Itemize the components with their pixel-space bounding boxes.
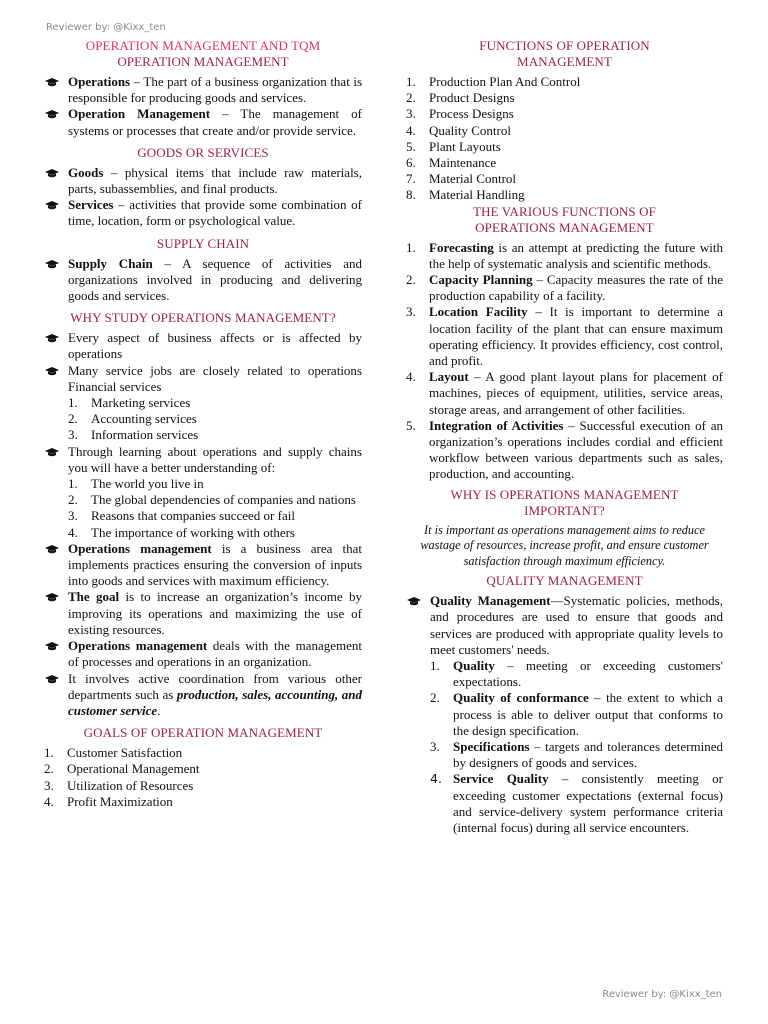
graduation-cap-icon bbox=[45, 334, 59, 343]
list-item: 5. Plant Layouts bbox=[406, 138, 501, 154]
term: Service Quality bbox=[453, 771, 549, 787]
emphasis: production, sales, accounting, and customer service bbox=[68, 686, 362, 718]
list-item: 3. Process Designs bbox=[406, 106, 514, 122]
list-item: 4. Quality Control bbox=[406, 122, 511, 138]
graduation-cap-icon bbox=[45, 642, 59, 651]
list-item: 1. Production Plan And Control bbox=[406, 74, 581, 89]
heading-various-functions: THE VARIOUS FUNCTIONS OF OPERATIONS MANAGEMENT bbox=[473, 203, 656, 235]
heading-goods-or-services: GOODS OR SERVICES bbox=[137, 144, 269, 160]
list-item: 1. Marketing services bbox=[68, 395, 191, 411]
list-item: 4. Layout – A good plant layout plans for placement of machines, pieces of equipment, utilities, service areas, storage areas, and arrangement of other facilities. bbox=[406, 369, 723, 417]
list-item: 3. Reasons that companies succeed or fail bbox=[68, 508, 295, 524]
list-item: 1. Forecasting is an attempt at predicting the future with the help of systematic analysis and scientific methods. bbox=[406, 239, 723, 271]
sub-list bbox=[430, 658, 723, 836]
heading-why-important: WHY IS OPERATIONS MANAGEMENT IMPORTANT? bbox=[450, 486, 679, 518]
list-item: 4. The importance of working with others bbox=[68, 524, 295, 540]
why-study-list bbox=[44, 330, 362, 719]
graduation-cap-icon bbox=[45, 593, 59, 602]
heading-functions: FUNCTIONS OF OPERATION MANAGEMENT bbox=[479, 38, 650, 69]
term: Capacity Planning bbox=[429, 272, 533, 288]
supply-chain-list bbox=[44, 256, 362, 305]
list-item: It involves active coordination from various other departments such as production, sales, accounting, and customer service. bbox=[44, 671, 362, 720]
list-item: 4. Service Quality – consistently meeting or exceeding customer expectations (external focus) and service-delivery system performance criteria (internal focus) during all service encounters. bbox=[430, 771, 723, 836]
watermark-top: Reviewer by: @Kixx_ten bbox=[46, 22, 166, 33]
heading-why-study: WHY STUDY OPERATIONS MANAGEMENT? bbox=[70, 310, 336, 326]
list-item: 4. Profit Maximization bbox=[44, 793, 173, 809]
graduation-cap-icon bbox=[407, 597, 421, 606]
graduation-cap-icon bbox=[45, 169, 59, 178]
term: Quality of conformance bbox=[453, 690, 589, 706]
term: Location Facility bbox=[429, 304, 528, 320]
list-item: Operation Management – The management of systems or processes that create and/or provide service. bbox=[44, 106, 362, 138]
term: Quality bbox=[453, 657, 495, 673]
term: Specifications bbox=[453, 739, 530, 754]
list-item: Goods – physical items that include raw materials, parts, subassemblies, and final products. bbox=[44, 165, 362, 197]
graduation-cap-icon bbox=[45, 110, 59, 119]
list-item: 6. Maintenance bbox=[406, 155, 497, 171]
heading-quality-management: QUALITY MANAGEMENT bbox=[486, 573, 643, 589]
list-item: 7. Material Control bbox=[406, 171, 517, 187]
graduation-cap-icon bbox=[45, 545, 59, 554]
term: Services bbox=[68, 197, 114, 213]
list-item: 2. Operational Management bbox=[44, 761, 200, 777]
importance-statement: It is important as operations management aims to reduce wastage of resources, increase profit, and ensure customer satisfaction through maximum efficiency. bbox=[420, 522, 709, 568]
list-item: 3. Utilization of Resources bbox=[44, 777, 194, 793]
functions-list bbox=[406, 74, 723, 204]
term: Integration of Activities bbox=[429, 417, 564, 433]
term: Forecasting bbox=[429, 239, 494, 255]
list-item: Through learning about operations and supply chains you will have a better understanding of: 1. The world you live in 2. The global dependencies of companies and nations 3. Reasons that companies succeed or fail 4. The importance of working with others bbox=[44, 444, 362, 541]
list-item: Supply Chain – A sequence of activities and organizations involved in producing and delivering goods and services. bbox=[44, 256, 362, 305]
term: The goal bbox=[68, 589, 120, 605]
watermark-bottom: Reviewer by: @Kixx_ten bbox=[602, 989, 722, 1000]
left-column bbox=[44, 38, 362, 810]
term: Goods bbox=[68, 164, 104, 180]
list-item: Services – activities that provide some combination of time, location, form or psychological value. bbox=[44, 197, 362, 229]
list-item: Quality Management—Systematic policies, methods, and procedures are used to ensure that goods and services are produced with appropriate quality levels to meet customers' needs. 1. Quality – meeting or exceeding customers' expectations. 2. Quality of conformance – the extent to which a process is able to deliver output that conforms to the design specification. 3. Specifications – targets and tolerances determined by designers of goods and services. 4. Service Quality – consistently meeting or exceeding customer expectations (external focus) and service-delivery system performance criteria (internal focus) during all service encounters. bbox=[406, 593, 723, 836]
list-item: 2. Accounting services bbox=[68, 411, 197, 427]
list-item: 2. Capacity Planning – Capacity measures the rate of the production capability of a facility. bbox=[406, 272, 723, 304]
graduation-cap-icon bbox=[45, 675, 59, 684]
list-item: 2. Product Designs bbox=[406, 90, 515, 106]
right-column bbox=[406, 38, 723, 836]
goals-list bbox=[44, 745, 362, 810]
goods-services-list bbox=[44, 165, 362, 230]
heading-operation-management: OPERATION MANAGEMENT bbox=[117, 54, 289, 69]
list-item: Operations management is a business area that implements practices ensuring the conversion of inputs into goods and services with maximum efficiency. bbox=[44, 541, 362, 590]
graduation-cap-icon bbox=[45, 367, 59, 376]
list-item: Many service jobs are closely related to operations Financial services 1. Marketing services 2. Accounting services 3. Information services bbox=[44, 363, 362, 444]
various-functions-list bbox=[406, 240, 723, 483]
list-item: Every aspect of business affects or is affected by operations bbox=[44, 330, 362, 362]
graduation-cap-icon bbox=[45, 78, 59, 87]
list-item: 2. The global dependencies of companies and nations bbox=[68, 492, 356, 508]
heading-supply-chain: SUPPLY CHAIN bbox=[156, 235, 250, 251]
list-item: Operations – The part of a business organization that is responsible for producing goods and services. bbox=[44, 74, 362, 106]
sub-list bbox=[68, 476, 362, 541]
term: Supply Chain bbox=[68, 255, 153, 271]
list-item: 1. Quality – meeting or exceeding customers' expectations. bbox=[430, 657, 723, 690]
list-item: 2. Quality of conformance – the extent to which a process is able to deliver output that conforms to the design specification. bbox=[430, 690, 723, 738]
document-title: OPERATION MANAGEMENT AND TQM bbox=[85, 38, 321, 53]
om-definition-list bbox=[44, 74, 362, 139]
term: Operations management bbox=[68, 540, 212, 556]
list-item: 8. Material Handling bbox=[406, 187, 525, 203]
list-item: 3. Information services bbox=[68, 427, 199, 443]
term: Quality Management bbox=[430, 593, 551, 609]
graduation-cap-icon bbox=[45, 448, 59, 457]
list-item: 3. Specifications – targets and tolerances determined by designers of goods and services. bbox=[430, 739, 723, 771]
list-item: The goal is to increase an organization’s income by improving its operations and maximizing the use of existing resources. bbox=[44, 589, 362, 638]
term: Operations management bbox=[68, 638, 208, 654]
list-item: 3. Location Facility – It is important to determine a location facility of the plant that can ensure maximum operating efficiency. It provides efficiency, cost control, and profit. bbox=[406, 304, 724, 369]
term: Operation Management bbox=[68, 106, 211, 122]
list-item: 5. Integration of Activities – Successful execution of an organization’s operations includes cordial and efficient workflow between various departments such as sales, production, and accounting. bbox=[406, 417, 724, 482]
list-item: Operations management deals with the management of processes and operations in an organization. bbox=[44, 638, 362, 670]
quality-management-list bbox=[406, 593, 723, 836]
heading-goals: GOALS OF OPERATION MANAGEMENT bbox=[83, 725, 323, 741]
graduation-cap-icon bbox=[45, 201, 59, 210]
list-item: 1. The world you live in bbox=[68, 476, 204, 492]
sub-list bbox=[68, 395, 362, 444]
graduation-cap-icon bbox=[45, 260, 59, 269]
term: Operations bbox=[68, 74, 131, 89]
term: Layout bbox=[429, 369, 469, 385]
list-item: 1. Customer Satisfaction bbox=[44, 745, 183, 761]
